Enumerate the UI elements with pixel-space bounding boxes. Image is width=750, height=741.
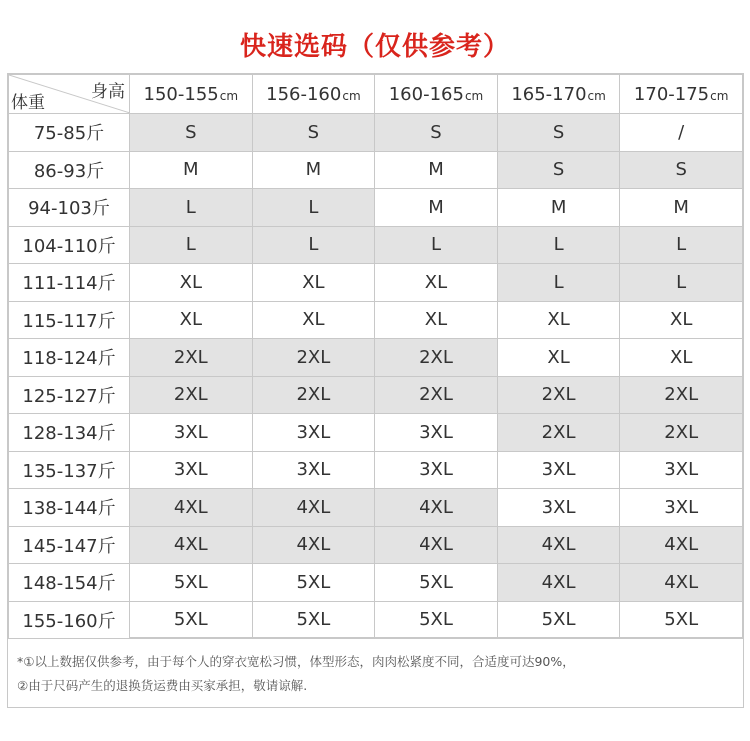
size-cell: S: [497, 151, 620, 189]
size-cell: M: [620, 189, 743, 227]
size-cell: M: [130, 151, 253, 189]
size-cell: 2XL: [252, 339, 375, 377]
table-row: [9, 414, 743, 452]
size-cell: 3XL: [130, 451, 253, 489]
size-table-body: [9, 114, 743, 639]
size-cell: XL: [375, 301, 498, 339]
height-column-header: 150-155cm: [130, 75, 253, 114]
size-cell: XL: [497, 301, 620, 339]
weight-label: 125-127斤: [9, 376, 130, 414]
size-cell: L: [130, 189, 253, 227]
size-cell: /: [620, 114, 743, 152]
table-row: [9, 301, 743, 339]
size-cell: 4XL: [252, 526, 375, 564]
height-column-header: 170-175cm: [620, 75, 743, 114]
size-cell: XL: [130, 301, 253, 339]
weight-label: 128-134斤: [9, 414, 130, 452]
size-cell: 4XL: [375, 526, 498, 564]
size-table: [8, 74, 743, 639]
size-cell: 2XL: [497, 376, 620, 414]
size-cell: L: [375, 226, 498, 264]
size-cell: L: [130, 226, 253, 264]
size-cell: 5XL: [375, 564, 498, 602]
weight-label: 155-160斤: [9, 601, 130, 639]
size-cell: 2XL: [130, 376, 253, 414]
size-cell: 3XL: [252, 414, 375, 452]
size-cell: L: [497, 226, 620, 264]
header-row: [9, 75, 743, 114]
weight-label: 104-110斤: [9, 226, 130, 264]
table-row: [9, 189, 743, 227]
table-row: [9, 114, 743, 152]
weight-label: 148-154斤: [9, 564, 130, 602]
weight-label: 138-144斤: [9, 489, 130, 527]
weight-label: 145-147斤: [9, 526, 130, 564]
size-cell: M: [497, 189, 620, 227]
size-cell: XL: [620, 301, 743, 339]
size-cell: 4XL: [130, 526, 253, 564]
size-cell: 2XL: [375, 339, 498, 377]
table-row: [9, 226, 743, 264]
size-cell: 4XL: [620, 564, 743, 602]
size-cell: 2XL: [620, 376, 743, 414]
size-cell: 5XL: [130, 601, 253, 639]
size-cell: 3XL: [620, 451, 743, 489]
table-row: [9, 489, 743, 527]
note-line: *①以上数据仅供参考，由于每个人的穿衣宽松习惯，体型形态，肉肉松紧度不同，合适度可达90%，: [17, 654, 575, 669]
weight-label: 118-124斤: [9, 339, 130, 377]
size-cell: 5XL: [497, 601, 620, 639]
weight-label: 94-103斤: [9, 189, 130, 227]
height-header: 身高: [91, 82, 125, 102]
size-cell: L: [497, 264, 620, 302]
size-cell: L: [620, 264, 743, 302]
size-cell: 2XL: [375, 376, 498, 414]
table-row: [9, 526, 743, 564]
size-cell: 4XL: [130, 489, 253, 527]
weight-label: 111-114斤: [9, 264, 130, 302]
size-cell: 3XL: [497, 489, 620, 527]
page-title: 快速选码（仅供参考）: [239, 32, 510, 62]
size-cell: 5XL: [620, 601, 743, 639]
height-column-header: 160-165cm: [375, 75, 498, 114]
height-column-header: 165-170cm: [497, 75, 620, 114]
size-cell: S: [375, 114, 498, 152]
size-cell: 4XL: [497, 526, 620, 564]
table-row: [9, 451, 743, 489]
weight-label: 75-85斤: [9, 114, 130, 152]
size-cell: M: [375, 189, 498, 227]
weight-label: 135-137斤: [9, 451, 130, 489]
size-cell: S: [252, 114, 375, 152]
size-cell: M: [375, 151, 498, 189]
size-cell: 4XL: [620, 526, 743, 564]
size-cell: L: [252, 226, 375, 264]
size-cell: XL: [252, 264, 375, 302]
size-cell: 2XL: [620, 414, 743, 452]
size-cell: L: [620, 226, 743, 264]
corner-cell: [9, 75, 130, 114]
notes-section: [7, 638, 744, 708]
size-cell: XL: [130, 264, 253, 302]
size-cell: 3XL: [497, 451, 620, 489]
size-cell: 5XL: [252, 601, 375, 639]
size-cell: XL: [252, 301, 375, 339]
weight-header: 体重: [11, 93, 45, 113]
size-cell: 4XL: [497, 564, 620, 602]
size-cell: 3XL: [620, 489, 743, 527]
note-line: ②由于尺码产生的退换货运费由买家承担，敬请谅解.: [17, 678, 308, 693]
size-cell: 2XL: [252, 376, 375, 414]
size-cell: 2XL: [497, 414, 620, 452]
weight-label: 115-117斤: [9, 301, 130, 339]
table-row: [9, 376, 743, 414]
size-cell: S: [130, 114, 253, 152]
table-row: [9, 564, 743, 602]
size-cell: 5XL: [252, 564, 375, 602]
size-cell: 4XL: [375, 489, 498, 527]
size-cell: L: [252, 189, 375, 227]
size-cell: 3XL: [375, 451, 498, 489]
size-cell: 2XL: [130, 339, 253, 377]
size-cell: 5XL: [130, 564, 253, 602]
size-chart: [7, 73, 744, 638]
size-cell: 4XL: [252, 489, 375, 527]
size-cell: 5XL: [375, 601, 498, 639]
size-cell: XL: [620, 339, 743, 377]
size-cell: M: [252, 151, 375, 189]
size-cell: 3XL: [130, 414, 253, 452]
table-row: [9, 264, 743, 302]
size-cell: XL: [497, 339, 620, 377]
weight-label: 86-93斤: [9, 151, 130, 189]
size-cell: 3XL: [252, 451, 375, 489]
size-cell: XL: [375, 264, 498, 302]
size-cell: S: [497, 114, 620, 152]
height-column-header: 156-160cm: [252, 75, 375, 114]
table-row: [9, 601, 743, 639]
table-row: [9, 339, 743, 377]
size-cell: S: [620, 151, 743, 189]
table-row: [9, 151, 743, 189]
size-cell: 3XL: [375, 414, 498, 452]
